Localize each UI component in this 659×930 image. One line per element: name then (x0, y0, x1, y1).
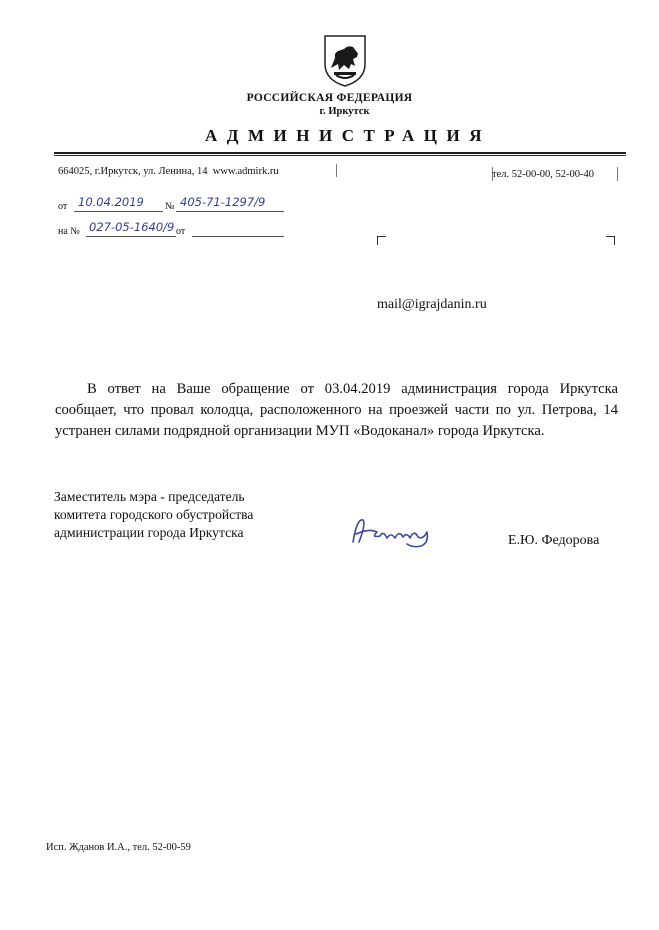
reply-date-field-line (192, 236, 284, 237)
country-heading: РОССИЙСКАЯ ФЕДЕРАЦИЯ (246, 92, 413, 104)
reply-label: на № (58, 226, 80, 237)
website-link: www.admirk.ru (212, 166, 279, 177)
address-text: 664025, г.Иркутск, ул. Ленина, 14 (58, 166, 208, 177)
address-line (58, 166, 279, 177)
addressee-corner-right (606, 236, 615, 245)
organization-title: АДМИНИСТРАЦИЯ (205, 126, 492, 145)
registration-number: 405-71-1297/9 (180, 195, 266, 209)
recipient-email: mail@igrajdanin.ru (377, 297, 487, 312)
header-divider (54, 152, 626, 154)
number-label: № (165, 201, 175, 212)
header-divider-thin (54, 155, 626, 156)
addressee-corner-left (377, 236, 386, 245)
address-separator (336, 164, 337, 177)
handwritten-signature (347, 512, 437, 552)
signatory-title-line: комитета городского обустройства (54, 507, 254, 522)
body-paragraph: В ответ на Ваше обращение от 03.04.2019 администрация города Иркутска сообщает, что провал колодца, расположенного на проезжей части по ул. Петрова, 14 устранен силами подрядной организации МУП «Водоканал» города Иркутска. (55, 381, 618, 439)
reply-from-label: от (176, 226, 186, 237)
registration-date: 10.04.2019 (78, 195, 144, 209)
irkutsk-crest-icon (322, 34, 368, 88)
executor-info: Исп. Жданов И.А., тел. 52-00-59 (46, 842, 191, 853)
signatory-title-line: администрации города Иркутска (54, 525, 244, 540)
reply-number-field-line (86, 236, 176, 237)
phone-separator-right (617, 167, 618, 181)
signatory-title (54, 488, 253, 542)
date-field-line (74, 211, 163, 212)
from-label: от (58, 201, 68, 212)
city-heading: г. Иркутск (319, 106, 370, 117)
reply-number: 027-05-1640/9 (89, 220, 175, 234)
number-field-line (176, 211, 284, 212)
signatory-title-line: Заместитель мэра - председатель (54, 489, 245, 504)
phone-text: тел. 52-00-00, 52-00-40 (492, 169, 594, 180)
signatory-name: Е.Ю. Федорова (508, 533, 600, 548)
letter-body (55, 379, 618, 442)
